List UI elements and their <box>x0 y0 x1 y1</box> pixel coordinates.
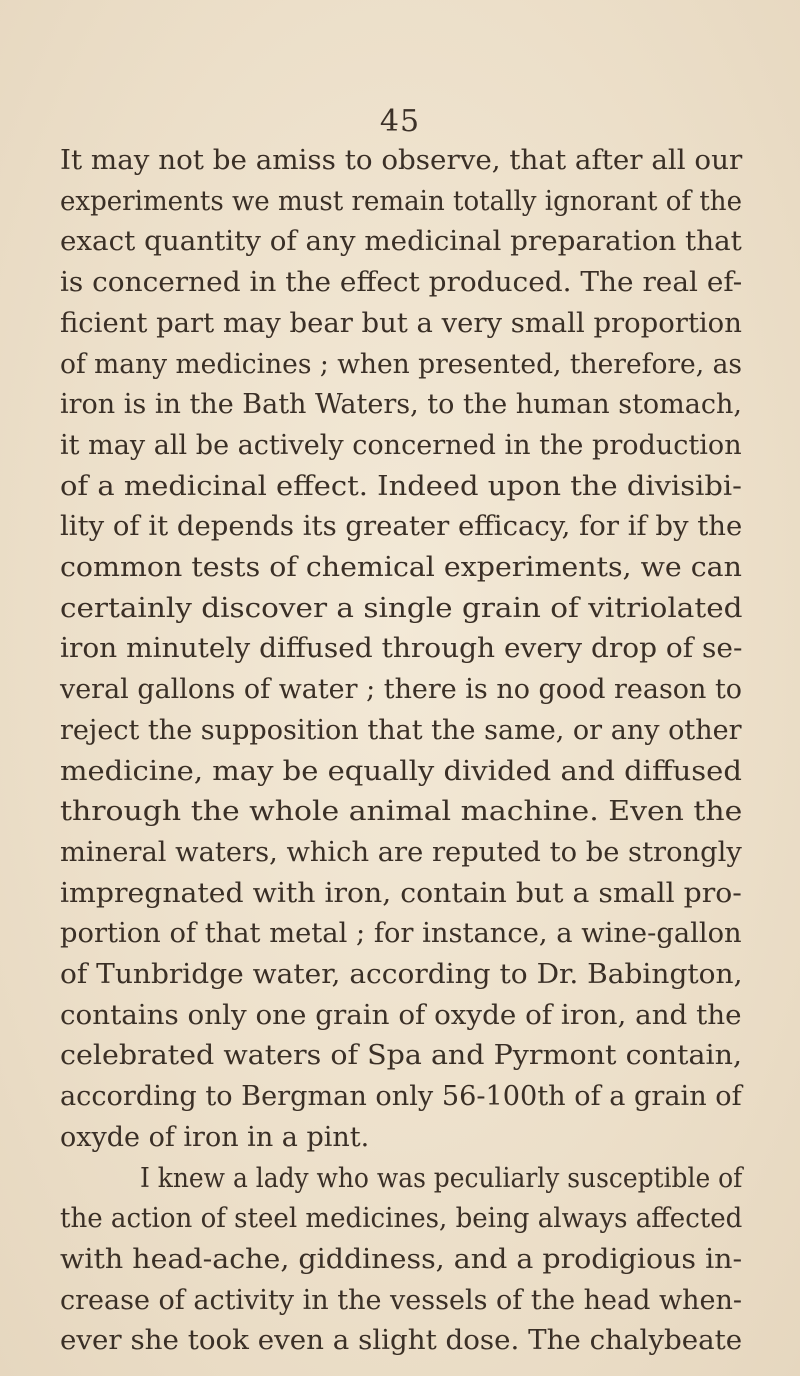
text-line: of many medicines ; when presented, therefore, as <box>60 348 742 380</box>
text-line: veral gallons of water ; there is no good reason to <box>60 674 743 706</box>
text-line: mineral waters, which are reputed to be strongly <box>60 836 742 868</box>
text-line-paragraph-start: I knew a lady who was peculiarly susceptible of <box>140 1162 743 1194</box>
text-line: impregnated with iron, contain but a small pro- <box>60 877 742 909</box>
text-line: through the whole animal machine. Even the <box>60 796 743 828</box>
text-line: it may all be actively concerned in the production <box>60 429 742 461</box>
text-line: common tests of chemical experiments, we can <box>60 552 742 583</box>
text-line: medicine, may be equally divided and diffused <box>60 755 742 787</box>
text-line: It may not be amiss to observe, that after all our <box>60 145 743 176</box>
text-line: of a medicinal effect. Indeed upon the divisibi- <box>60 470 742 502</box>
text-line: exact quantity of any medicinal preparation that <box>60 226 742 258</box>
text-line-paragraph-end: oxyde of iron in a pint. <box>60 1121 370 1153</box>
text-line: lity of it depends its greater efficacy, for if by the <box>60 511 743 543</box>
text-line: iron minutely diffused through every drop of se- <box>60 633 743 665</box>
text-line: is concerned in the effect produced. The real ef- <box>60 267 743 299</box>
text-line: ever she took even a slight dose. The chalybeate <box>60 1325 743 1357</box>
text-line: with head-ache, giddiness, and a prodigious in- <box>60 1243 743 1275</box>
text-line: crease of activity in the vessels of the head when- <box>60 1284 742 1316</box>
text-line: experiments we must remain totally ignorant of the <box>60 185 742 217</box>
text-line: ficient part may bear but a very small proportion <box>60 307 742 339</box>
text-line: contains only one grain of oxyde of iron, and the <box>60 999 742 1031</box>
text-line: certainly discover a single grain of vitriolated <box>60 592 743 624</box>
text-line: of Tunbridge water, according to Dr. Babington, <box>60 959 743 990</box>
text-line: portion of that metal ; for instance, a wine-gallon <box>60 918 742 950</box>
text-line: iron is in the Bath Waters, to the human stomach, <box>60 389 742 421</box>
text-line: reject the supposition that the same, or any other <box>60 714 742 746</box>
text-line: celebrated waters of Spa and Pyrmont contain, <box>60 1040 743 1072</box>
text-line: according to Bergman only 56-100th of a grain of <box>60 1081 742 1113</box>
text-line: the action of steel medicines, being always affected <box>60 1203 743 1235</box>
page-number: 45 <box>379 104 421 139</box>
